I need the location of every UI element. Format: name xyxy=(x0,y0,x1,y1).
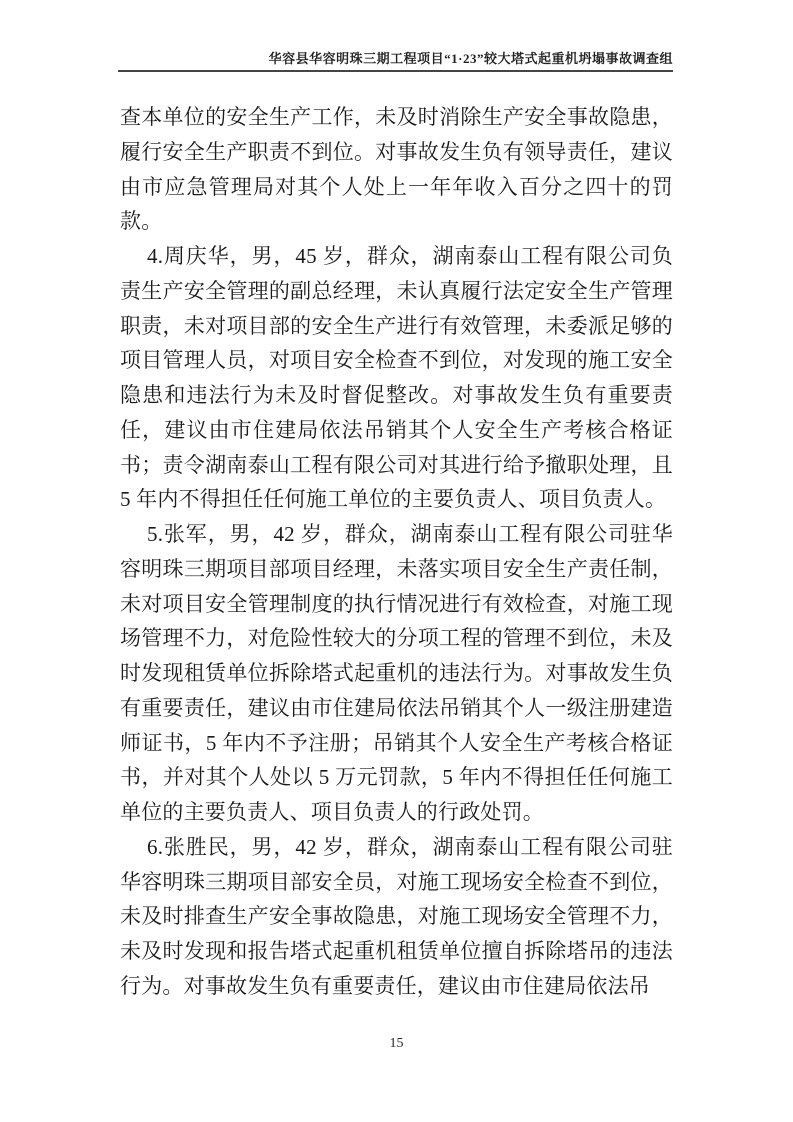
header-title: 华容县华容明珠三期工程项目“1·23”较大塔式起重机坍塌事故调查组 xyxy=(268,51,673,66)
page-header xyxy=(118,50,673,72)
paragraph-item-5: 5.张军，男，42 岁，群众，湖南泰山工程有限公司驻华容明珠三期项目部项目经理，未落实项目安全生产责任制，未对项目安全管理制度的执行情况进行有效检查，对施工现场管理不力，对危险性较大的分项工程的管理不到位，未及时发现租赁单位拆除塔式起重机的违法行为。对事故发生负有重要责任，建议由市住建局依法吊销其个人一级注册建造师证书，5 年内不予注册；吊销其个人安全生产考核合格证书，并对其个人处以 5 万元罚款，5 年内不得担任任何施工单位的主要负责人、项目负责人的行政处罚。 xyxy=(120,522,673,824)
page-number: 15 xyxy=(389,1036,404,1051)
paragraph-continuation: 查本单位的安全生产工作，未及时消除生产安全事故隐患，履行安全生产职责不到位。对事故发生负有领导责任，建议由市应急管理局对其个人处上一年年收入百分之四十的罚款。 xyxy=(120,105,673,234)
page-footer xyxy=(120,1036,673,1052)
paragraph-item-4: 4.周庆华，男，45 岁，群众，湖南泰山工程有限公司负责生产安全管理的副总经理，未认真履行法定安全生产管理职责，未对项目部的安全生产进行有效管理，未委派足够的项目管理人员，对项目安全检查不到位，对发现的施工安全隐患和违法行为未及时督促整改。对事故发生负有重要责任，建议由市住建局依法吊销其个人安全生产考核合格证书；责令湖南泰山工程有限公司对其进行给予撤职处理，且 5 年内不得担任任何施工单位的主要负责人、项目负责人。 xyxy=(120,244,673,512)
document-body xyxy=(120,100,673,1004)
paragraph-item-6: 6.张胜民，男，42 岁，群众，湖南泰山工程有限公司驻华容明珠三期项目部安全员，对施工现场安全检查不到位，未及时排查生产安全事故隐患，对施工现场安全管理不力，未及时发现和报告塔式起重机租赁单位擅自拆除塔吊的违法行为。对事故发生负有重要责任，建议由市住建局依法吊 xyxy=(120,834,673,998)
